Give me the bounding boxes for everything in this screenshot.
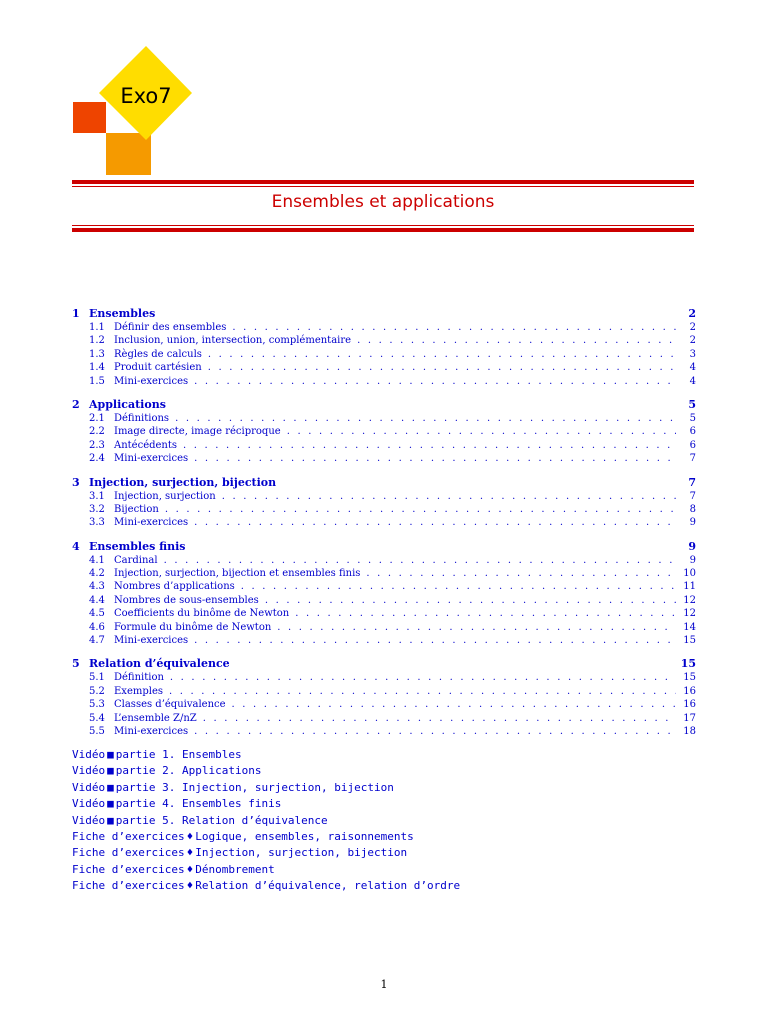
toc-dot-leader [287,425,676,438]
toc-subsection-entry[interactable] [72,698,696,711]
link-text: partie 5. Relation d’équivalence [115,813,328,827]
toc-section-number: 5 [72,657,80,671]
toc-section-entry[interactable] [72,397,696,412]
toc-subsection-title: L’ensemble Z/nZ [114,712,197,724]
toc-subsection-title: Règles de calculs [114,348,202,360]
toc-dot-leader [165,503,676,516]
toc-subsection-page: 14 [683,621,696,633]
toc-subsection-entry[interactable] [72,425,696,438]
toc-subsection-page: 15 [683,672,696,684]
toc-subsection-page: 16 [683,685,696,697]
toc-subsection-entry[interactable] [72,452,696,465]
toc-subsection-entry[interactable] [72,439,696,452]
toc-subsection-entry[interactable] [72,348,696,361]
toc-subsection-page: 9 [689,517,696,529]
toc-subsection-number: 4.3 [89,581,105,593]
toc-subsection-number: 5.3 [89,699,105,711]
toc-subsection-number: 5.4 [89,712,105,724]
toc-subsection-title: Injection, surjection, bijection et ensembles finis [114,568,361,580]
toc-subsection-number: 1.4 [89,362,105,374]
toc-subsection-entry[interactable] [72,321,696,334]
resource-link[interactable] [72,878,696,894]
toc-subsection-entry[interactable] [72,671,696,684]
toc-dot-leader [164,554,676,567]
toc-subsection-page: 10 [683,568,696,580]
toc-subsection-number: 2.4 [89,453,105,465]
toc-section-number: 4 [72,539,80,553]
toc-subsection-number: 4.4 [89,594,105,606]
link-prefix: Vidéo [72,813,106,827]
toc-dot-leader [175,412,676,425]
resource-link[interactable] [72,829,696,845]
link-prefix: Vidéo [72,797,106,811]
toc-subsection-number: 4.6 [89,621,105,633]
toc-subsection-page: 7 [689,490,696,502]
toc-subsection-number: 3.3 [89,517,105,529]
toc-section-number: 3 [72,475,80,489]
toc-section-number: 2 [72,397,80,411]
toc-subsection-title: Cardinal [114,554,158,566]
toc-subsection-page: 12 [683,608,696,620]
toc-subsection-entry[interactable] [72,712,696,725]
title-top-rule-thin [72,186,694,187]
toc-dot-leader [183,439,676,452]
square-icon: ■ [107,764,114,778]
toc-section-page: 15 [680,657,696,671]
resource-link[interactable] [72,780,696,796]
table-of-contents [72,306,696,747]
toc-section-page: 7 [688,475,696,489]
toc-subsection-number: 5.5 [89,725,105,737]
toc-subsection-page: 9 [689,554,696,566]
toc-subsection-page: 6 [689,439,696,451]
toc-subsection-number: 4.7 [89,635,105,647]
toc-dot-leader [194,452,676,465]
toc-subsection-entry[interactable] [72,607,696,620]
title-bottom-rule-thick [72,228,694,232]
toc-subsection-title: Nombres de sous-ensembles [114,594,259,606]
toc-subsection-title: Inclusion, union, intersection, complémentaire [114,335,352,347]
toc-dot-leader [208,361,676,374]
toc-subsection-number: 4.1 [89,554,105,566]
toc-subsection-entry[interactable] [72,412,696,425]
toc-subsection-number: 1.1 [89,322,105,333]
toc-subsection-entry[interactable] [72,375,696,388]
link-text: partie 1. Ensembles [115,748,242,761]
link-prefix: Vidéo [72,748,106,761]
resource-link[interactable] [72,813,696,829]
toc-section-entry[interactable] [72,539,696,554]
toc-subsection-page: 6 [689,426,696,438]
toc-section [72,397,696,466]
logo-text: Exo7 [120,84,172,108]
toc-subsection-title: Formule du binôme de Newton [114,621,272,633]
link-prefix: Fiche d’exercices [72,879,185,893]
toc-dot-leader [208,348,676,361]
toc-subsection-title: Bijection [114,503,159,515]
toc-subsection-title: Définition [114,672,164,684]
diamond-icon: ♦ [186,846,194,860]
toc-subsection-number: 3.1 [89,490,105,502]
toc-subsection-number: 2.1 [89,412,105,424]
toc-subsection-number: 4.5 [89,608,105,620]
toc-subsection-title: Exemples [114,685,163,697]
toc-section-title: Ensembles finis [89,539,186,553]
toc-subsection-title: Mini-exercices [114,375,189,387]
toc-subsection-page: 11 [683,581,696,593]
diamond-icon: ♦ [186,829,194,843]
square-icon: ■ [107,748,114,761]
link-text: Dénombrement [195,862,275,876]
toc-section [72,306,696,388]
toc-section-entry[interactable] [72,656,696,671]
toc-subsection-title: Coefficients du binôme de Newton [114,608,290,620]
toc-dot-leader [169,685,676,698]
toc-section [72,656,696,738]
resource-link[interactable] [72,763,696,779]
toc-subsection-number: 3.2 [89,503,105,515]
link-text: partie 2. Applications [115,764,262,778]
toc-subsection-page: 5 [689,412,696,424]
toc-subsection-entry[interactable] [72,621,696,634]
toc-subsection-number: 2.2 [89,426,105,438]
toc-subsection-page: 17 [683,712,696,724]
toc-subsection-title: Produit cartésien [114,362,202,374]
toc-subsection-title: Mini-exercices [114,635,189,647]
link-prefix: Fiche d’exercices [72,846,185,860]
title-top-rule-thick [72,180,694,184]
title-bottom-rule-thin [72,225,694,226]
diamond-icon: ♦ [186,879,194,893]
toc-section-title: Relation d’équivalence [89,657,230,671]
toc-subsection-number: 2.3 [89,439,105,451]
toc-dot-leader [222,490,676,503]
toc-section-entry[interactable] [72,306,696,321]
exo7-logo [0,0,200,180]
toc-section-title: Ensembles [89,307,156,320]
toc-dot-leader [203,712,676,725]
toc-section-page: 2 [688,307,696,320]
logo-red-square [73,102,106,133]
toc-subsection-number: 5.2 [89,685,105,697]
toc-subsection-number: 1.5 [89,375,105,387]
toc-dot-leader [194,516,676,529]
link-prefix: Vidéo [72,780,106,794]
toc-subsection-page: 7 [689,453,696,465]
toc-subsection-entry[interactable] [72,567,696,580]
toc-subsection-page: 4 [689,362,696,374]
resource-links [72,747,696,895]
toc-section-number: 1 [72,307,80,320]
toc-subsection-entry[interactable] [72,685,696,698]
toc-section [72,475,696,530]
toc-section [72,539,696,648]
link-text: Logique, ensembles, raisonnements [195,829,414,843]
toc-subsection-page: 3 [689,348,696,360]
toc-subsection-title: Mini-exercices [114,517,189,529]
link-prefix: Fiche d’exercices [72,862,185,876]
diamond-icon: ♦ [186,862,194,876]
toc-subsection-number: 4.2 [89,568,105,580]
toc-subsection-entry[interactable] [72,634,696,647]
toc-dot-leader [366,567,676,580]
toc-dot-leader [265,594,676,607]
toc-subsection-page: 2 [689,335,696,347]
toc-section-entry[interactable] [72,475,696,490]
toc-dot-leader [194,634,676,647]
link-text: partie 4. Ensembles finis [115,797,282,811]
toc-subsection-entry[interactable] [72,503,696,516]
toc-subsection-entry[interactable] [72,725,696,738]
toc-subsection-entry[interactable] [72,554,696,567]
toc-subsection-page: 12 [683,594,696,606]
logo-orange-square [106,133,151,175]
toc-subsection-title: Définitions [114,412,170,424]
toc-subsection-entry[interactable] [72,490,696,503]
toc-section-page: 5 [688,397,696,411]
link-prefix: Fiche d’exercices [72,829,185,843]
toc-subsection-title: Image directe, image réciproque [114,426,281,438]
toc-dot-leader [232,321,676,334]
toc-subsection-page: 4 [689,375,696,387]
resource-link[interactable] [72,862,696,878]
toc-subsection-title: Injection, surjection [114,490,216,502]
toc-subsection-title: Nombres d’applications [114,581,235,593]
toc-subsection-title: Mini-exercices [114,453,189,465]
toc-subsection-number: 1.3 [89,348,105,360]
resource-link[interactable] [72,796,696,812]
toc-dot-leader [170,671,676,684]
toc-subsection-page: 8 [689,503,696,515]
toc-subsection-page: 2 [689,322,696,333]
toc-dot-leader [277,621,676,634]
toc-dot-leader [241,580,676,593]
toc-subsection-entry[interactable] [72,594,696,607]
toc-subsection-number: 5.1 [89,672,105,684]
resource-link[interactable] [72,845,696,861]
toc-dot-leader [194,375,676,388]
resource-link[interactable] [72,747,696,763]
document-title: Ensembles et applications [271,192,495,212]
toc-subsection-entry[interactable] [72,516,696,529]
page-number: 1 [380,978,388,991]
toc-subsection-page: 16 [683,699,696,711]
toc-section-page: 9 [688,539,696,553]
link-prefix: Vidéo [72,764,106,778]
toc-subsection-entry[interactable] [72,334,696,347]
link-text: Injection, surjection, bijection [195,846,408,860]
link-text: partie 3. Injection, surjection, bijection [115,780,394,794]
toc-subsection-entry[interactable] [72,361,696,374]
square-icon: ■ [107,813,114,827]
toc-subsection-title: Classes d’équivalence [114,699,226,711]
toc-dot-leader [232,698,676,711]
square-icon: ■ [107,797,114,811]
toc-subsection-title: Définir des ensembles [114,322,227,333]
toc-subsection-number: 1.2 [89,335,105,347]
toc-dot-leader [194,725,676,738]
toc-subsection-page: 15 [683,635,696,647]
toc-dot-leader [357,334,676,347]
toc-dot-leader [295,607,676,620]
toc-subsection-title: Antécédents [114,439,178,451]
square-icon: ■ [107,780,114,794]
link-text: Relation d’équivalence, relation d’ordre [195,879,461,893]
toc-section-title: Applications [89,397,166,411]
toc-subsection-page: 18 [683,725,696,737]
toc-subsection-title: Mini-exercices [114,725,189,737]
toc-section-title: Injection, surjection, bijection [89,475,277,489]
toc-subsection-entry[interactable] [72,580,696,593]
